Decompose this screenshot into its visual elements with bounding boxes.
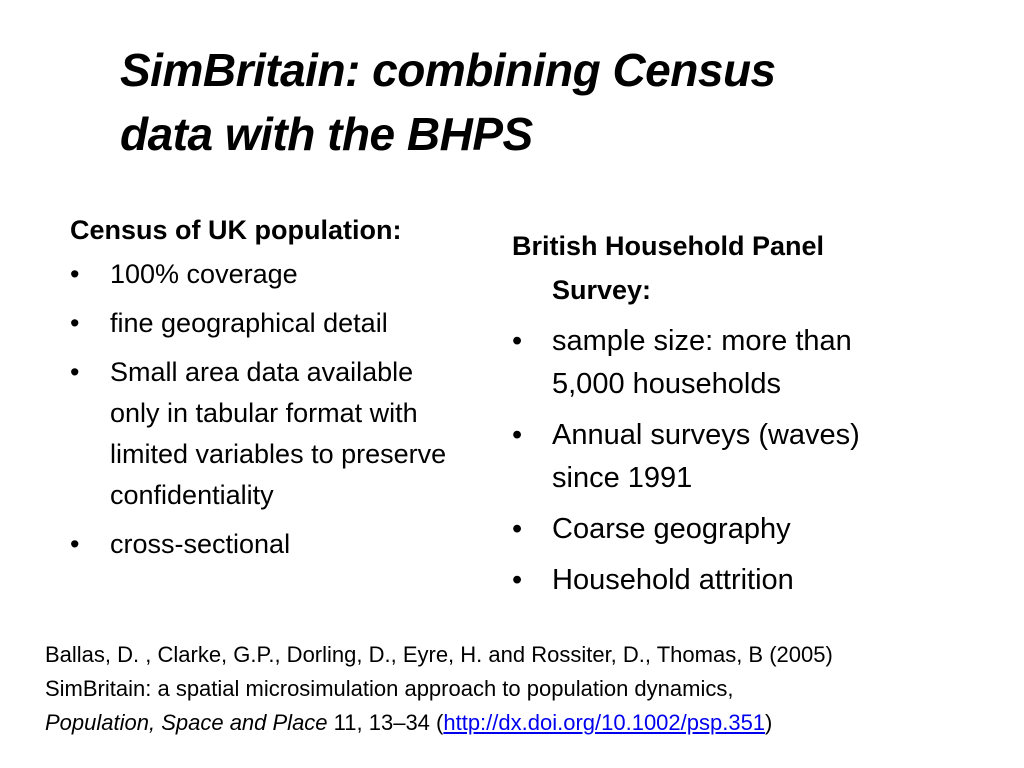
citation-volume-pages: 11, 13–34 ( xyxy=(333,710,444,735)
list-item xyxy=(70,352,470,516)
citation-authors: Ballas, D. , Clarke, G.P., Dorling, D., Eyre, H. and Rossiter, D., Thomas, B (2005) xyxy=(45,642,833,667)
citation xyxy=(45,638,1005,740)
list-item xyxy=(70,524,470,565)
bullet-icon: • xyxy=(512,325,523,357)
bhps-list xyxy=(512,320,912,602)
list-item xyxy=(512,559,912,602)
bhps-item-attrition: Household attrition xyxy=(552,564,794,596)
census-item-small-area: Small area data available only in tabular format with limited variables to preserve confidentiality xyxy=(110,357,447,510)
bullet-icon: • xyxy=(512,419,523,451)
bullet-icon: • xyxy=(70,308,80,338)
bullet-icon: • xyxy=(70,529,80,559)
census-heading: Census of UK population: xyxy=(70,215,402,245)
citation-article-title: SimBritain: a spatial microsimulation approach to population dynamics, xyxy=(45,676,734,701)
list-item xyxy=(512,414,912,500)
bhps-column xyxy=(512,224,912,602)
slide-title-line-1: SimBritain: combining Census xyxy=(120,44,776,96)
census-list xyxy=(70,254,470,565)
bullet-icon: • xyxy=(70,357,80,387)
bhps-heading: British Household Panel Survey: xyxy=(512,231,825,305)
citation-journal: Population, Space and Place xyxy=(45,710,328,735)
slide-title xyxy=(120,38,920,166)
bullet-icon: • xyxy=(70,259,80,289)
bhps-item-sample-size: sample size: more than 5,000 households xyxy=(552,325,852,400)
census-item-coverage: 100% coverage xyxy=(110,259,298,289)
citation-closing: ) xyxy=(765,710,773,735)
slide-title-line-2: data with the BHPS xyxy=(120,108,533,160)
list-item xyxy=(512,508,912,551)
citation-source-line xyxy=(45,706,1005,740)
bhps-item-coarse-geography: Coarse geography xyxy=(552,513,791,545)
bullet-icon: • xyxy=(512,513,523,545)
bhps-item-annual-surveys: Annual surveys (waves) since 1991 xyxy=(552,419,860,494)
doi-link[interactable]: http://dx.doi.org/10.1002/psp.351 xyxy=(443,710,766,735)
census-item-cross-sectional: cross-sectional xyxy=(110,529,291,559)
list-item xyxy=(70,303,470,344)
bullet-icon: • xyxy=(512,564,523,596)
list-item xyxy=(70,254,470,295)
census-column xyxy=(70,214,470,565)
census-item-geography: fine geographical detail xyxy=(110,308,388,338)
list-item xyxy=(512,320,912,406)
